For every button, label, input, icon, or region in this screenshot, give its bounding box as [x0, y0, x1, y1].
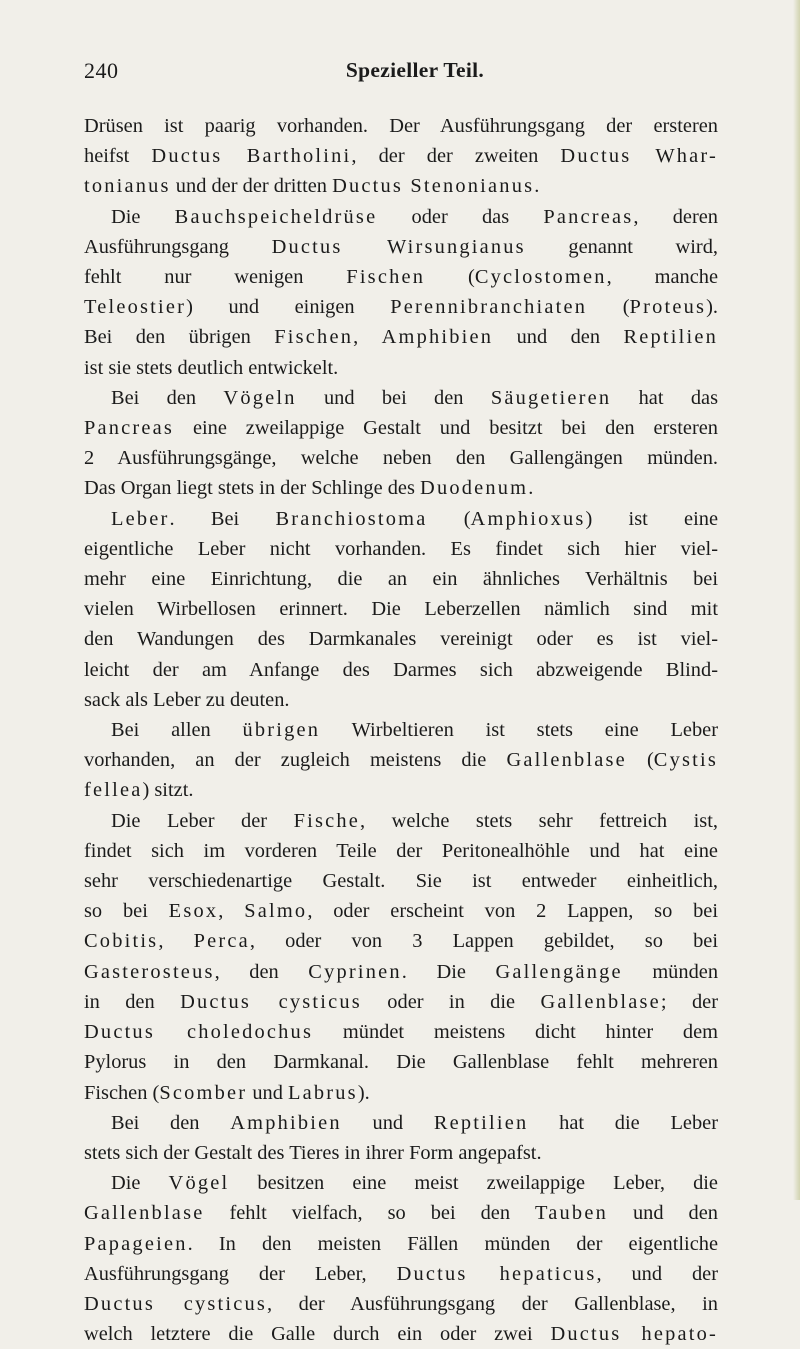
text-run: und den: [607, 1202, 718, 1225]
spaced-term: Tauben: [535, 1202, 608, 1225]
text-line: [84, 806, 718, 836]
text-run: mündet meistens dicht hinter dem: [313, 1021, 719, 1044]
spaced-term: Ductus cysticus: [180, 990, 362, 1013]
text-line: [84, 564, 718, 594]
text-line: [84, 896, 718, 926]
text-line: [84, 624, 718, 654]
text-run: Bei den: [111, 1111, 231, 1134]
text-run: . In den meisten Fällen münden der eigentliche: [187, 1232, 718, 1255]
text-run: eigentliche Leber nicht vorhanden. Es findet sich hier viel-: [84, 537, 718, 560]
spaced-term: Perca: [193, 930, 250, 953]
spaced-term: Pancreas: [84, 417, 175, 440]
text-run: . Die: [401, 960, 496, 983]
text-run: und: [247, 1081, 288, 1104]
text-run: 2 Ausführungsgänge, welche neben den Gallengängen münden.: [84, 447, 718, 470]
text-run: und: [341, 1111, 434, 1134]
text-run: ) und einigen: [186, 296, 391, 319]
text-run: vielen Wirbellosen erinnert. Die Leberzellen nämlich sind mit: [84, 598, 718, 621]
text-line: [84, 1198, 718, 1228]
text-line: [84, 262, 718, 292]
text-run: in den: [84, 990, 181, 1013]
text-run: Pylorus in den Darmkanal. Die Gallenblase fehlt mehreren: [84, 1051, 718, 1074]
spaced-term: Säugetieren: [490, 386, 612, 409]
text-line: [84, 1229, 718, 1259]
spaced-term: Gallengänge: [495, 960, 623, 983]
spaced-term: Esox: [168, 900, 219, 923]
text-line: [84, 292, 718, 322]
spaced-term: Ductus Stenonianus: [332, 175, 535, 198]
text-run: genannt wird,: [525, 235, 718, 258]
spaced-term: tonianus: [84, 175, 171, 198]
text-line: [84, 594, 718, 624]
spaced-term: Gallenblase: [84, 1202, 205, 1225]
text-line: [84, 745, 718, 775]
text-line: [84, 171, 718, 201]
text-line: [84, 383, 718, 413]
spaced-term: Labrus: [288, 1081, 358, 1104]
text-run: Bei allen: [111, 719, 243, 742]
spaced-term: Amphibien: [381, 326, 494, 349]
text-run: oder das: [377, 205, 544, 228]
spaced-term: Vögel: [168, 1172, 230, 1195]
text-line: [84, 1138, 718, 1168]
spaced-term: Ductus Wirsungianus: [271, 235, 526, 258]
text-run: oder in die: [361, 990, 541, 1013]
text-run: welch letztere die Galle durch ein oder zwei: [84, 1323, 551, 1346]
text-run: hat das: [611, 386, 718, 409]
spaced-term: Ductus hepaticus: [396, 1262, 597, 1285]
spaced-term: Branchiostoma: [275, 507, 428, 530]
page-header: [84, 58, 716, 88]
page-edge: [793, 0, 800, 1200]
text-run: , den: [214, 960, 309, 983]
text-run: Fischen (: [84, 1081, 160, 1104]
spaced-term: Leber: [111, 507, 170, 530]
text-run: , welche stets sehr fettreich ist,: [360, 809, 718, 832]
text-run: hat die Leber: [528, 1111, 718, 1134]
text-line: [84, 353, 718, 383]
text-line: [84, 1259, 718, 1289]
text-run: münden: [622, 960, 719, 983]
text-run: fehlt nur wenigen: [84, 266, 347, 289]
text-run: sehr verschiedenartige Gestalt. Sie ist entweder einheitlich,: [84, 870, 718, 893]
spaced-term: Fischen: [274, 326, 354, 349]
spaced-term: Fischen: [346, 266, 426, 289]
text-line: [84, 836, 718, 866]
spaced-term: fellea: [84, 779, 143, 802]
spaced-term: Amphioxus: [470, 507, 586, 530]
text-run: leicht der am Anfange des Darmes sich abzweigende Blind-: [84, 658, 718, 681]
text-line: [84, 322, 718, 352]
spaced-term: Scomber: [159, 1081, 248, 1104]
text-run: , oder von 3 Lappen gebildet, so bei: [249, 930, 718, 953]
spaced-term: Ductus Whar-: [560, 145, 718, 168]
text-line: [84, 866, 718, 896]
text-run: heifst: [84, 145, 152, 168]
text-run: .: [534, 175, 540, 198]
text-run: (: [626, 749, 654, 772]
text-run: findet sich im vorderen Teile der Peritonealhöhle und hat eine: [84, 839, 718, 862]
text-run: und den: [493, 326, 624, 349]
text-run: , der der zweiten: [351, 145, 561, 168]
spaced-term: Ductus Bartholini: [151, 145, 352, 168]
spaced-term: Duodenum: [420, 477, 529, 500]
spaced-term: Gallenblase: [506, 749, 627, 772]
spaced-term: Perennibranchiaten: [390, 296, 588, 319]
text-line: [84, 443, 718, 473]
text-run: Bei den: [111, 386, 224, 409]
spaced-term: Bauchspeicheldrüse: [174, 205, 378, 228]
text-run: ).: [357, 1081, 370, 1104]
text-run: stets sich der Gestalt des Tieres in ihrer Form angepafst.: [84, 1141, 542, 1164]
spaced-term: Cystis: [653, 749, 718, 772]
text-line: [84, 111, 718, 141]
text-run: , deren: [633, 205, 718, 228]
text-run: (: [425, 266, 475, 289]
text-line: [84, 1047, 718, 1077]
text-line: [84, 232, 718, 262]
spaced-term: Cyclostomen: [474, 266, 607, 289]
text-line: [84, 1017, 718, 1047]
text-run: (: [587, 296, 630, 319]
text-run: Ausführungsgang: [84, 235, 272, 258]
running-title: Spezieller Teil.: [345, 58, 485, 82]
text-run: Die: [111, 205, 175, 228]
text-run: (: [427, 507, 471, 530]
text-run: ,: [218, 900, 245, 923]
text-line: [84, 1319, 718, 1349]
text-run: ).: [706, 296, 719, 319]
text-run: Das Organ liegt stets in der Schlinge des: [84, 477, 421, 500]
text-line: [84, 957, 718, 987]
text-run: und bei den: [296, 386, 491, 409]
text-run: ) ist eine: [585, 507, 718, 530]
spaced-term: Gasterosteus: [84, 960, 215, 983]
spaced-term: Fische: [293, 809, 361, 832]
text-run: und der der dritten: [170, 175, 333, 198]
spaced-term: Reptilien: [623, 326, 718, 349]
text-run: den Wandungen des Darmkanales vereinigt oder es ist viel-: [84, 628, 718, 651]
text-line: [84, 141, 718, 171]
text-line: [84, 926, 718, 956]
text-run: Bei den übrigen: [84, 326, 275, 349]
text-run: , oder erscheint von 2 Lappen, so bei: [307, 900, 718, 923]
text-line: [84, 775, 718, 805]
text-run: vorhanden, an der zugleich meistens die: [84, 749, 507, 772]
text-line: [84, 413, 718, 443]
text-run: Wirbeltieren ist stets eine Leber: [320, 719, 718, 742]
text-line: [84, 715, 718, 745]
text-line: [84, 655, 718, 685]
text-run: ist sie stets deutlich entwickelt.: [84, 356, 339, 379]
text-run: Drüsen ist paarig vorhanden. Der Ausführungsgang der ersteren: [84, 115, 718, 137]
text-line: [84, 473, 718, 503]
text-run: , der Ausführungsgang der Gallenblase, in: [267, 1292, 718, 1315]
text-run: Die: [111, 1172, 169, 1195]
spaced-term: Cobitis: [84, 930, 159, 953]
body-text: [84, 111, 718, 1349]
spaced-term: Cyprinen: [308, 960, 402, 983]
spaced-term: Vögeln: [223, 386, 297, 409]
spaced-term: Ductus cysticus: [84, 1292, 268, 1315]
text-run: Die Leber der: [111, 809, 294, 832]
text-run: ,: [353, 326, 382, 349]
text-run: ; der: [660, 990, 718, 1013]
spaced-term: Ductus choledochus: [84, 1021, 314, 1044]
text-line: [84, 1078, 718, 1108]
text-run: ) sitzt.: [142, 779, 194, 802]
text-line: [84, 1108, 718, 1138]
spaced-term: Salmo: [244, 900, 308, 923]
text-run: . Bei: [169, 507, 276, 530]
spaced-term: Proteus: [629, 296, 707, 319]
text-line: [84, 1168, 718, 1198]
spaced-term: Teleostier: [84, 296, 187, 319]
text-run: sack als Leber zu deuten.: [84, 688, 290, 711]
spaced-term: Amphibien: [230, 1111, 342, 1134]
text-line: [84, 534, 718, 564]
spaced-term: Reptilien: [433, 1111, 529, 1134]
spaced-term: Papageien: [84, 1232, 188, 1255]
text-run: so bei: [84, 900, 169, 923]
text-run: fehlt vielfach, so bei den: [204, 1202, 536, 1225]
spaced-term: Pancreas: [543, 205, 634, 228]
spaced-term: Ductus hepato-: [550, 1323, 718, 1346]
text-run: Ausführungsgang der Leber,: [84, 1262, 397, 1285]
text-run: ,: [158, 930, 194, 953]
page-number: 240: [84, 58, 119, 83]
text-line: [84, 685, 718, 715]
text-run: .: [528, 477, 534, 500]
text-line: [84, 504, 718, 534]
text-run: , manche: [606, 266, 719, 289]
text-line: [84, 1289, 718, 1319]
text-run: besitzen eine meist zweilappige Leber, die: [229, 1172, 718, 1195]
spaced-term: Gallenblase: [540, 990, 661, 1013]
text-line: [84, 987, 718, 1017]
text-line: [84, 202, 718, 232]
text-run: mehr eine Einrichtung, die an ein ähnliches Verhältnis bei: [84, 568, 718, 591]
text-run: , und der: [596, 1262, 719, 1285]
spaced-term: übrigen: [242, 719, 321, 742]
text-run: eine zweilappige Gestalt und besitzt bei den ersteren: [174, 417, 718, 440]
